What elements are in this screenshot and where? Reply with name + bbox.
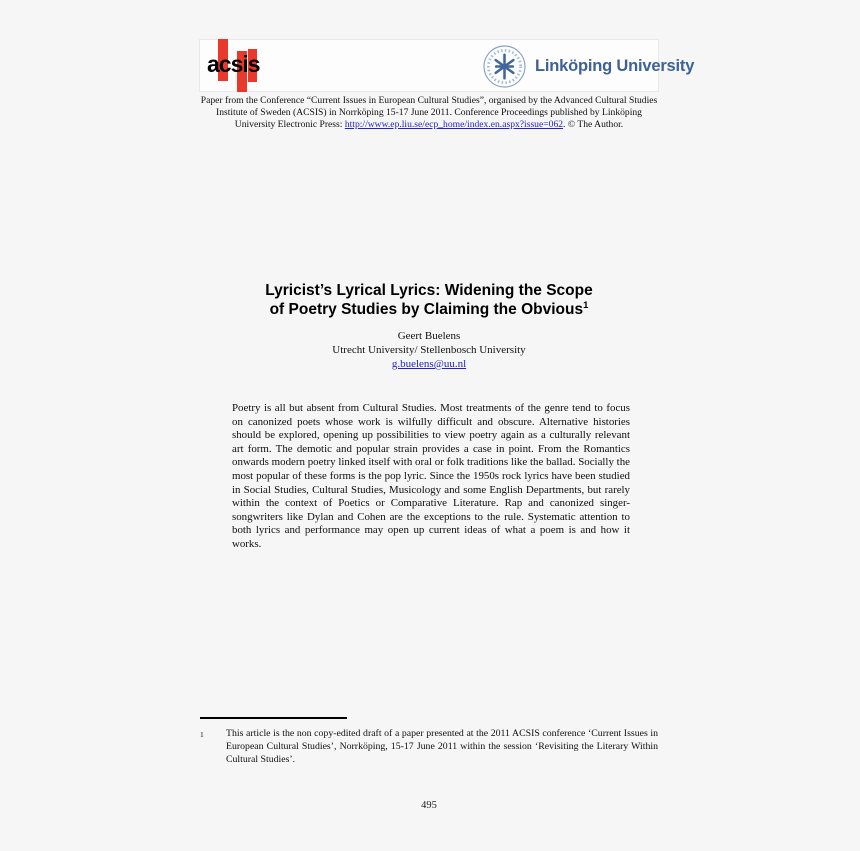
author-affiliation: Utrecht University/ Stellenbosch University — [332, 344, 526, 356]
liu-seal-icon — [483, 45, 526, 88]
notice-text-before-link: Paper from the Conference “Current Issues in European Cultural Studies”, organised by the Advanced Cultural Studies Institute of Sweden (ACSIS) in Norrköping 15-17 June 2011. Conference Proceedings published by Linköping University Electronic Press: — [200, 95, 658, 131]
paper-title-line1: Lyricist’s Lyrical Lyrics: Widening the Scope — [265, 282, 593, 299]
conference-notice — [200, 95, 658, 132]
notice-text-after-link: . © The Author. — [563, 119, 624, 131]
acsis-logo — [203, 37, 269, 99]
paper-title — [200, 281, 658, 319]
proceedings-url-link[interactable]: http://www.ep.liu.se/ecp_home/index.en.aspx?issue=062 — [344, 119, 564, 131]
author-email-row — [200, 358, 658, 371]
footnote-text: This article is the non copy-edited draft of a paper presented at the 2011 ACSIS conference ‘Current Issues in European Cultural Studies’, Norrköping, 15-17 June 2011 within the session ‘Revisiting the Literary Within Cultural Studies’. — [226, 728, 658, 765]
footnote-marker: 1 — [200, 730, 204, 739]
liu-logo — [483, 44, 694, 88]
page-number: 495 — [421, 800, 437, 811]
liu-logo-text: Linköping University — [535, 56, 695, 75]
footnote — [200, 727, 658, 766]
abstract-text: Poetry is all but absent from Cultural Studies. Most treatments of the genre tend to focus on canonized poets whose work is wilfully difficult and obscure. Alternative histories should be explored, opening up possibilities to view poetry again as a culturally relevant art form. The demotic and popular strain provides a case in point. From the Romantics onwards modern poetry linked itself with oral or folk traditions like the ballad. Socially the most popular of these forms is the pop lyric. Since the 1950s rock lyrics have been studied in Social Studies, Cultural Studies, Musicology and some English Departments, but rarely within the context of Poetics or Comparative Literature. Rap and canonized singer-songwriters like Dylan and Cohen are the exceptions to the rule. Systematic attention to both lyrics and performance may open up current ideas of what a poem is and how it works. — [232, 402, 630, 550]
author-name: Geert Buelens — [397, 330, 461, 342]
header-logo-strip — [199, 39, 695, 92]
title-footnote-reference: 1 — [583, 299, 589, 311]
footnote-separator-rule — [200, 717, 347, 719]
paper-title-line2: of Poetry Studies by Claiming the Obvious — [269, 301, 584, 318]
author-email-link[interactable]: g.buelens@uu.nl — [391, 358, 467, 370]
acsis-logo-text: acsis — [207, 51, 260, 77]
